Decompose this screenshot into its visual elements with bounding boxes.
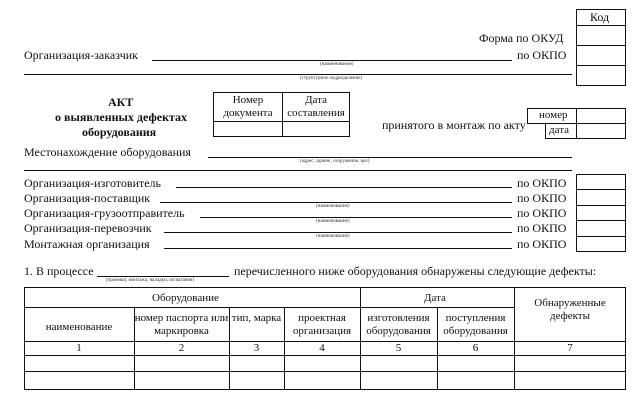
struct-unit-field[interactable] [24, 74, 572, 75]
accepted-label: принятого в монтаж по акту [382, 118, 526, 132]
okpo-label-supplier: по ОКПО [517, 191, 567, 205]
org-carrier-hint: (наименование) [316, 234, 350, 239]
table-row[interactable] [24, 356, 626, 371]
col-arrival-date-header: поступления оборудования [443, 312, 508, 337]
org-manufacturer-label: Организация-изготовитель [24, 176, 162, 190]
col-num-5: 5 [395, 342, 402, 354]
doc-date-header: Дата составления [282, 92, 350, 122]
process-hint: (приемки, монтажа, наладки, испытания) [106, 278, 194, 283]
col-num-7: 7 [567, 342, 573, 354]
col-num-3: 3 [253, 342, 260, 354]
group-date-header: Дата [424, 292, 446, 304]
location-label: Местонахождение оборудования [24, 145, 191, 159]
org-shipper-hint: (наименование) [316, 219, 350, 224]
okpo-label-installer: по ОКПО [517, 237, 567, 251]
org-supplier-label: Организация-поставщик [24, 191, 151, 205]
col-type-header: тип, марка [231, 312, 282, 324]
org-shipper-field[interactable] [200, 217, 512, 218]
org-installer-label: Монтажная организация [24, 237, 150, 251]
process-prefix: 1. В процессе [24, 264, 94, 278]
doc-date-field[interactable] [282, 121, 350, 137]
col-manufacture-date-header: изготовления оборудования [366, 312, 431, 337]
okpo-label-carrier: по ОКПО [517, 221, 567, 235]
accepted-date-label: дата [549, 124, 570, 136]
org-carrier-field[interactable] [164, 232, 512, 233]
okpo-label-manufacturer: по ОКПО [517, 176, 567, 190]
accepted-number-field[interactable] [576, 108, 626, 124]
col-num-6: 6 [472, 342, 479, 354]
act-title-line3: оборудования [82, 125, 157, 139]
table-row[interactable] [24, 372, 626, 390]
org-supplier-field[interactable] [160, 202, 512, 203]
org-manufacturer-field[interactable] [176, 187, 512, 188]
org-supplier-hint: (наименование) [316, 204, 350, 209]
location-hint: (адрес, здание, сооружение, цех) [300, 159, 370, 164]
col-num-2: 2 [178, 342, 185, 354]
okpo-code-field[interactable] [576, 45, 626, 66]
okud-label: Форма по ОКУД [479, 31, 564, 45]
col-num-4: 4 [319, 342, 325, 354]
col-project-org-header: проектная организация [292, 312, 352, 337]
accepted-number-label: номер [539, 109, 568, 121]
code-header-label: Код [590, 10, 610, 24]
act-title-line2: о выявленных дефектах [55, 110, 188, 124]
location-field-2[interactable] [24, 170, 572, 171]
org-shipper-label: Организация-грузоотправитель [24, 206, 185, 220]
okpo-label-shipper: по ОКПО [517, 206, 567, 220]
org-carrier-label: Организация-перевозчик [24, 221, 152, 235]
col-num-1: 1 [76, 342, 82, 354]
org-installer-field[interactable] [164, 248, 512, 249]
col-passport-header: номер паспорта или маркировка [134, 312, 229, 337]
process-field[interactable] [97, 276, 229, 277]
okpo-label-customer: по ОКПО [517, 48, 567, 62]
col-name-header: наименование [45, 321, 113, 333]
doc-number-field[interactable] [213, 121, 283, 137]
org-okpo-codes[interactable] [576, 174, 626, 252]
group-equipment-header: Оборудование [152, 292, 219, 304]
accepted-date-field[interactable] [576, 123, 626, 139]
defects-table [24, 287, 626, 390]
okud-code-field[interactable] [576, 25, 626, 46]
act-title-line1: АКТ [108, 95, 134, 109]
org-customer-label: Организация-заказчик [24, 48, 139, 62]
location-field[interactable] [208, 157, 572, 158]
unit-code-field[interactable] [576, 65, 626, 86]
defects-header: Обнаруженные дефекты [534, 297, 606, 323]
org-customer-hint: (наименование) [320, 62, 354, 67]
process-suffix: перечисленного ниже оборудования обнаружены следующие дефекты: [234, 264, 597, 278]
doc-number-header: Номер документа [213, 92, 283, 122]
struct-unit-hint: (структурное подразделение) [300, 76, 363, 81]
org-customer-field[interactable] [152, 60, 512, 61]
